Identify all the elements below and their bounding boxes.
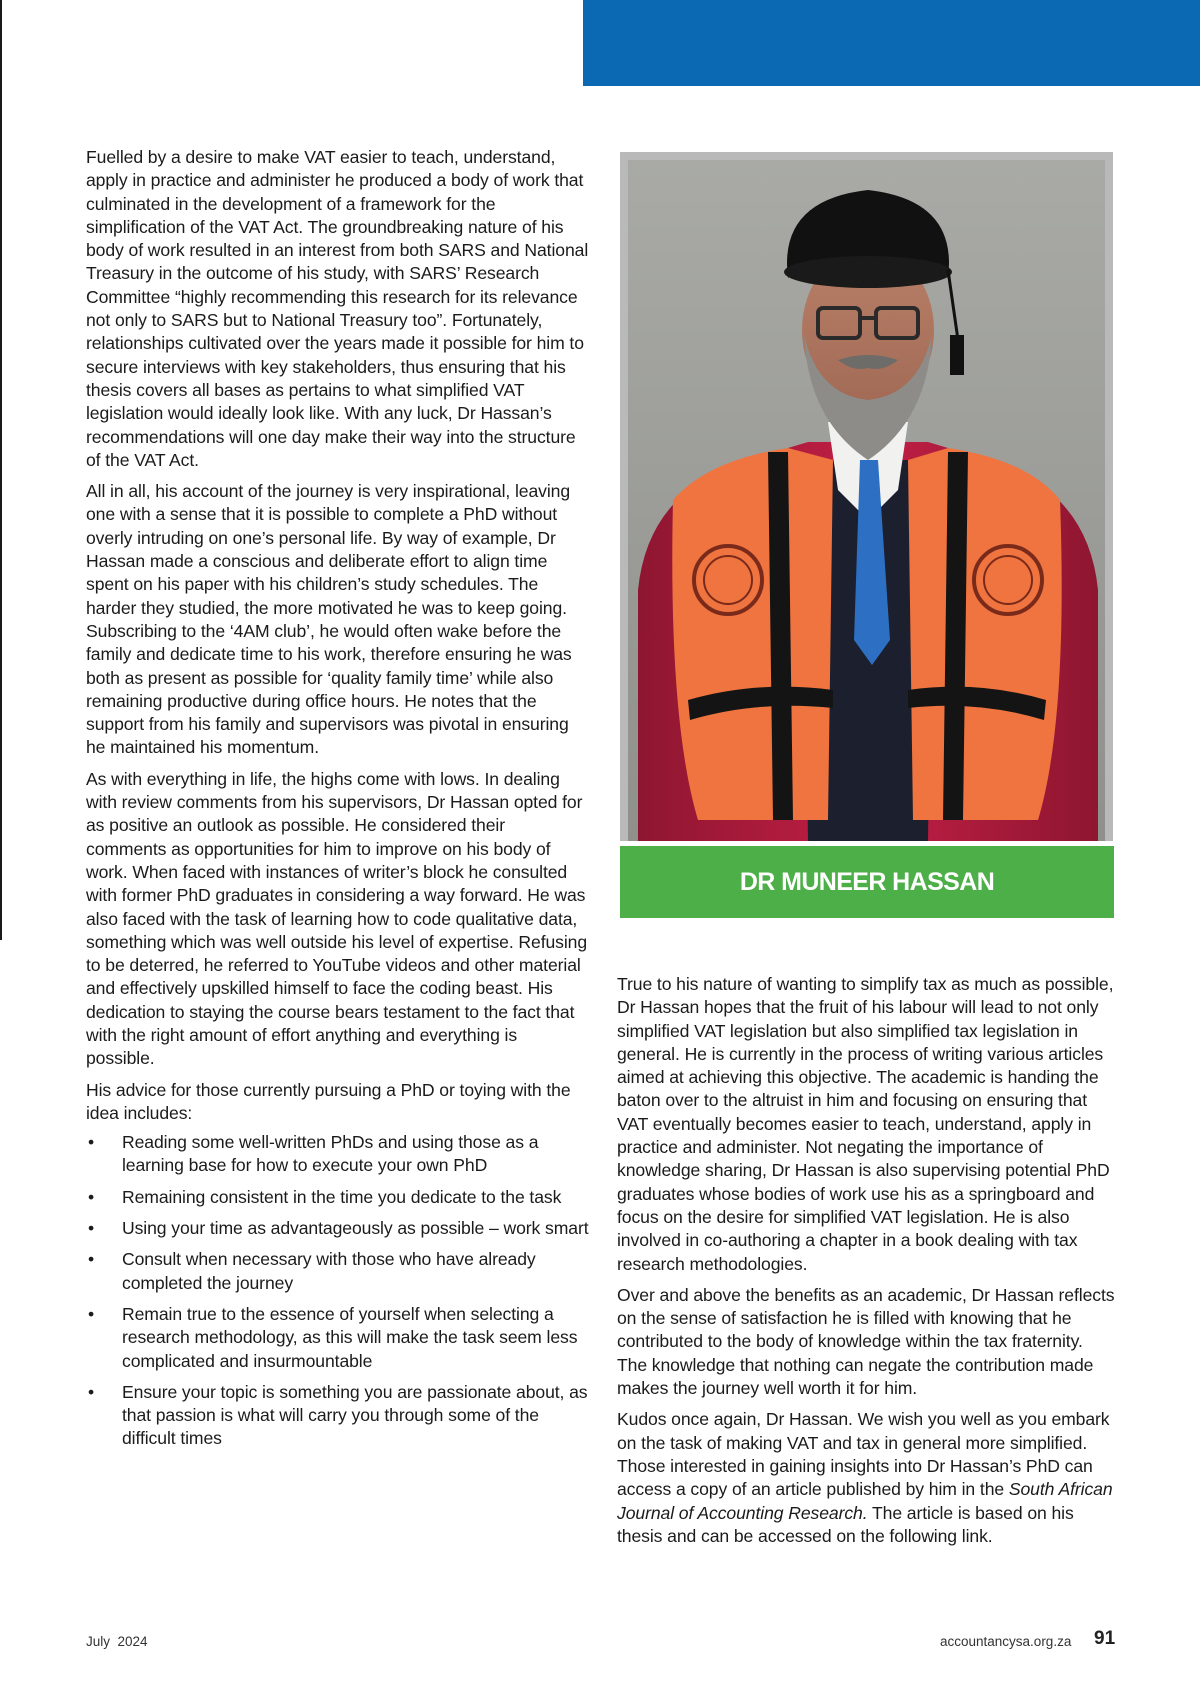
bullet: • xyxy=(88,1218,95,1239)
paragraph: As with everything in life, the highs come with lows. In dealing with review comments from his supervisors, Dr Hassan opted for as positive an outlook as possible. He considered their comments as opportunities for him to improve on his body of work. When faced with instances of writer’s block he consulted with former PhD graduates in considering a way forward. He was also faced with the task of learning how to code qualitative data, something which was well outside his level of expertise. Refusing to be deterred, he referred to YouTube videos and other material and effectively upskilled himself to face the coding beast. His dedication to staying the course bears testament to the fact that with the right amount of effort anything and everything is possible. xyxy=(86,768,588,1069)
list-item xyxy=(86,1303,590,1373)
bullet: • xyxy=(88,1249,95,1270)
paragraph: Fuelled by a desire to make VAT easier to teach, understand, apply in practice and administer he produced a body of work that culminated in the development of a framework for the simplification of the VAT Act. The groundbreaking nature of his body of work resulted in an interest from both SARS and National Treasury in the outcome of his study, with SARS’ Research Committee “highly recommending this research for its relevance not only to SARS but to National Treasury too”. Fortunately, relationships cultivated over the years made it possible for him to secure interviews with key stakeholders, thus ensuring that his thesis covers all bases as pertains to what simplified VAT legislation would ideally look like. With any luck, Dr Hassan’s recommendations will one day make their way into the structure of the VAT Act. xyxy=(86,147,589,470)
portrait-frame xyxy=(620,152,1113,841)
list-item xyxy=(86,1381,590,1451)
closing-text: Kudos once again, Dr Hassan. We wish you well as you embark on the task of making VAT and tax in general more simplified. Those interested in gaining insights into Dr Hassan’s PhD can access a copy of an article published by him in the xyxy=(617,1409,1110,1500)
advice-list xyxy=(86,1131,590,1451)
list-item-text: Remain true to the essence of yourself when selecting a research methodology, as this will make the task seem less complicated and insurmountable xyxy=(122,1303,578,1371)
list-item-text: Ensure your topic is something you are passionate about, as that passion is what will carry you through some of the difficult times xyxy=(122,1381,588,1449)
list-item xyxy=(86,1131,590,1178)
footer-website: accountancysa.org.za xyxy=(940,1634,1072,1649)
bullet: • xyxy=(88,1303,95,1324)
page-edge-line xyxy=(0,0,2,940)
closing-paragraph xyxy=(617,1408,1117,1548)
portrait-photo xyxy=(628,160,1105,841)
list-item xyxy=(86,1186,590,1209)
left-column xyxy=(86,146,590,1459)
bullet: • xyxy=(88,1381,95,1402)
list-item-text: Reading some well-written PhDs and using those as a learning base for how to execute your own PhD xyxy=(122,1132,539,1176)
paragraph: Over and above the benefits as an academic, Dr Hassan reflects on the sense of satisfaction he is filled with knowing that he contributed to the body of knowledge within the tax fraternity. The knowledge that nothing can negate the contribution made makes the journey well worth it for him. xyxy=(617,1284,1115,1399)
photo-caption: DR MUNEER HASSAN xyxy=(620,846,1114,918)
page-number: 91 xyxy=(1094,1628,1116,1649)
list-item-text: Using your time as advantageously as possible – work smart xyxy=(122,1218,589,1239)
bullet: • xyxy=(88,1132,95,1153)
journal-title: South African Journal of Accounting Research. xyxy=(617,1479,1113,1523)
portrait-illustration xyxy=(628,160,1105,841)
list-item xyxy=(86,1248,590,1295)
right-column xyxy=(617,973,1117,1556)
paragraph: All in all, his account of the journey is very inspirational, leaving one with a sense that it is possible to complete a PhD without overly intruding on one’s personal life. By way of example, Dr Hassan made a conscious and deliberate effort to align time spent on his paper with his children’s study schedules. The harder they studied, the more motivated he was to keep going. Subscribing to the ‘4AM club’, he would often wake before the family and dedicate time to his work, therefore ensuring he was both as present as possible for ‘quality family time’ while also remaining productive during office hours. He notes that the support from his family and supervisors was pivotal in ensuring he maintained his momentum. xyxy=(86,481,572,758)
header-color-bar xyxy=(583,0,1200,86)
list-item-text: Consult when necessary with those who have already completed the journey xyxy=(122,1249,536,1293)
bullet: • xyxy=(88,1186,95,1207)
advice-intro: His advice for those currently pursuing a PhD or toying with the idea includes: xyxy=(86,1079,571,1123)
paragraph: True to his nature of wanting to simplify tax as much as possible, Dr Hassan hopes that the fruit of his labour will lead to not only simplified VAT legislation but also simplified tax legislation in general. He is currently in the process of writing various articles aimed at achieving this objective. The academic is handing the baton over to the altruist in him and focusing on ensuring that VAT eventually becomes easier to teach, understand, apply in practice and administer. Not negating the importance of knowledge sharing, Dr Hassan is also supervising potential PhD graduates whose bodies of work use his as a springboard and focus on the desire for simplified VAT legislation. He is also involved in co-authoring a chapter in a book dealing with tax research methodologies. xyxy=(617,974,1114,1274)
footer-date: July 2024 xyxy=(86,1634,148,1649)
list-item-text: Remaining consistent in the time you dedicate to the task xyxy=(122,1186,562,1207)
closing-text-end: The article is based on his thesis and can be accessed on the following link. xyxy=(617,1502,1074,1546)
list-item xyxy=(86,1217,590,1240)
